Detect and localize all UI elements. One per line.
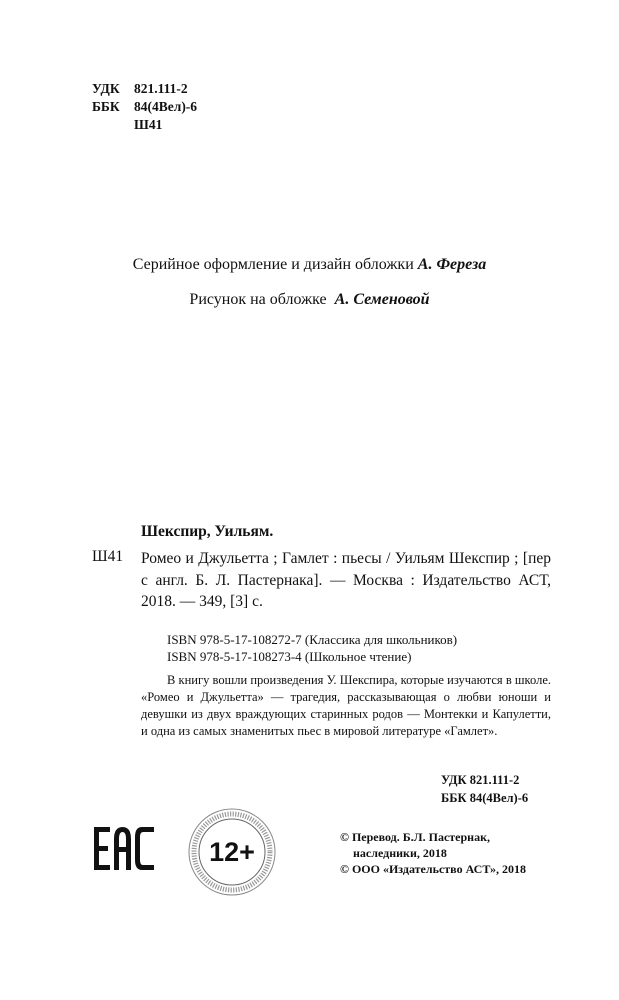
- udk-bbk-header: [92, 80, 197, 134]
- series-design-text: Серийное оформление и дизайн обложки: [132, 256, 414, 273]
- udk-bbk-footer: [441, 771, 528, 807]
- cover-art-credit: [0, 291, 619, 309]
- copyright-heirs: наследники, 2018: [353, 846, 447, 860]
- catalog-description: Ромео и Джульетта ; Гамлет : пьесы / Уильям Шекспир ; [пер с англ. Б. Л. Пастернака]. — Москва : Издательство АСТ, 2018. — 349, [3] с.: [141, 550, 551, 610]
- copyright-translation: © Перевод. Б.Л. Пастернак,: [340, 830, 491, 844]
- cover-art-name: А. Семеновой: [334, 291, 430, 308]
- age-rating-label: 12+: [209, 836, 255, 867]
- eac-mark-icon: [92, 825, 156, 872]
- annotation: В книгу вошли произведения У. Шекспира, которые изучаются в школе. «Ромео и Джульетта» — трагедия, рассказывающая о любви юноши и девушки из двух враждующих старинных родов — Монтекки и Капулетти, и одна из самых знаменитых пьес в мировой литературе «Гамлет».: [141, 673, 551, 738]
- copyright-block: [340, 829, 526, 877]
- age-rating-badge: [186, 806, 278, 898]
- udk-footer: УДК 821.111-2: [441, 773, 520, 787]
- udk-value: 821.111-2: [134, 81, 188, 96]
- series-design-name: А. Фереза: [417, 256, 487, 273]
- isbn-1: ISBN 978-5-17-108272-7 (Классика для школьников): [167, 632, 458, 647]
- catalog-cipher: Ш41: [92, 548, 124, 565]
- bbk-value: 84(4Вел)-6: [134, 99, 198, 114]
- series-design-credit: [0, 256, 619, 274]
- udk-label: УДК: [92, 81, 120, 96]
- bbk-footer: ББК 84(4Вел)-6: [441, 791, 529, 805]
- catalog-author: Шекспир, Уильям.: [141, 523, 274, 540]
- cover-art-text: Рисунок на обложке: [189, 291, 327, 308]
- cipher-top: Ш41: [134, 117, 163, 132]
- bbk-label: ББК: [92, 99, 120, 114]
- isbn-2: ISBN 978-5-17-108273-4 (Школьное чтение): [167, 649, 412, 664]
- copyright-publisher: © ООО «Издательство АСТ», 2018: [340, 862, 527, 876]
